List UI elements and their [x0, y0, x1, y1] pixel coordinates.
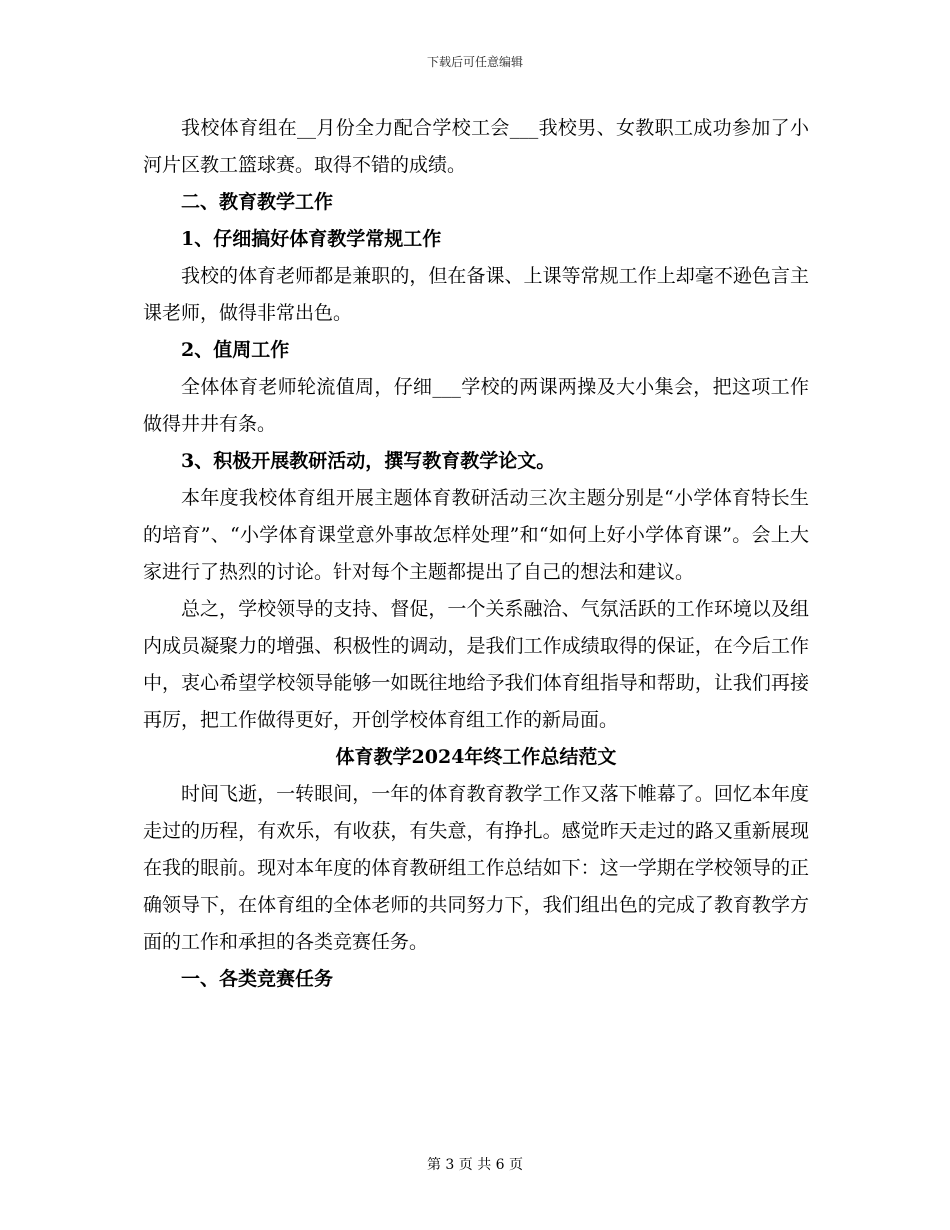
- page-number: 第 3 页 共 6 页: [426, 1157, 524, 1173]
- paragraph-research: 本年度我校体育组开展主题体育教研活动三次主题分别是“小学体育特长生的培育”、“小学体育课堂意外事故怎样处理”和“如何上好小学体育课”。会上大家进行了热烈的讨论。针对每个主题都提出了自己的想法和建议。: [143, 487, 809, 583]
- paragraph-duty-week: 全体体育老师轮流值周，仔细___学校的两课两操及大小集会，把这项工作做得井井有条。: [143, 376, 809, 435]
- document-body: [143, 110, 809, 998]
- heading-duty-week: 2、值周工作: [181, 339, 290, 361]
- paragraph-intro: 时间飞逝，一转眼间，一年的体育教育教学工作又落下帷幕了。回忆本年度走过的历程，有欢乐，有收获，有失意，有挣扎。感觉昨天走过的路又重新展现在我的眼前。现对本年度的体育教研组工作总结如下：这一学期在学校领导的正确领导下，在体育组的全体老师的共同努力下，我们组出色的完成了教育教学方面的工作和承担的各类竞赛任务。: [143, 783, 809, 953]
- heading-teaching-work: 二、教育教学工作: [181, 191, 334, 213]
- paragraph-summary: 总之，学校领导的支持、督促，一个关系融洽、气氛活跃的工作环境以及组内成员凝聚力的增强、积极性的调动，是我们工作成绩取得的保证，在今后工作中，衷心希望学校领导能够一如既往地给予我们体育组指导和帮助，让我们再接再厉，把工作做得更好，开创学校体育组工作的新局面。: [143, 598, 809, 731]
- heading-competitions: 一、各类竞赛任务: [181, 968, 334, 990]
- heading-routine-work: 1、仔细搞好体育教学常规工作: [181, 228, 442, 250]
- paragraph-basketball: 我校体育组在__月份全力配合学校工会___我校男、女教职工成功参加了小河片区教工篮球赛。取得不错的成绩。: [143, 117, 809, 176]
- heading-research: 3、积极开展教研活动，撰写教育教学论文。: [181, 450, 556, 472]
- section-title: 体育教学2024年终工作总结范文: [335, 746, 617, 768]
- paragraph-routine-work: 我校的体育老师都是兼职的，但在备课、上课等常规工作上却毫不逊色言主课老师，做得非常出色。: [143, 265, 809, 324]
- page-header: 下载后可任意编辑: [426, 55, 523, 69]
